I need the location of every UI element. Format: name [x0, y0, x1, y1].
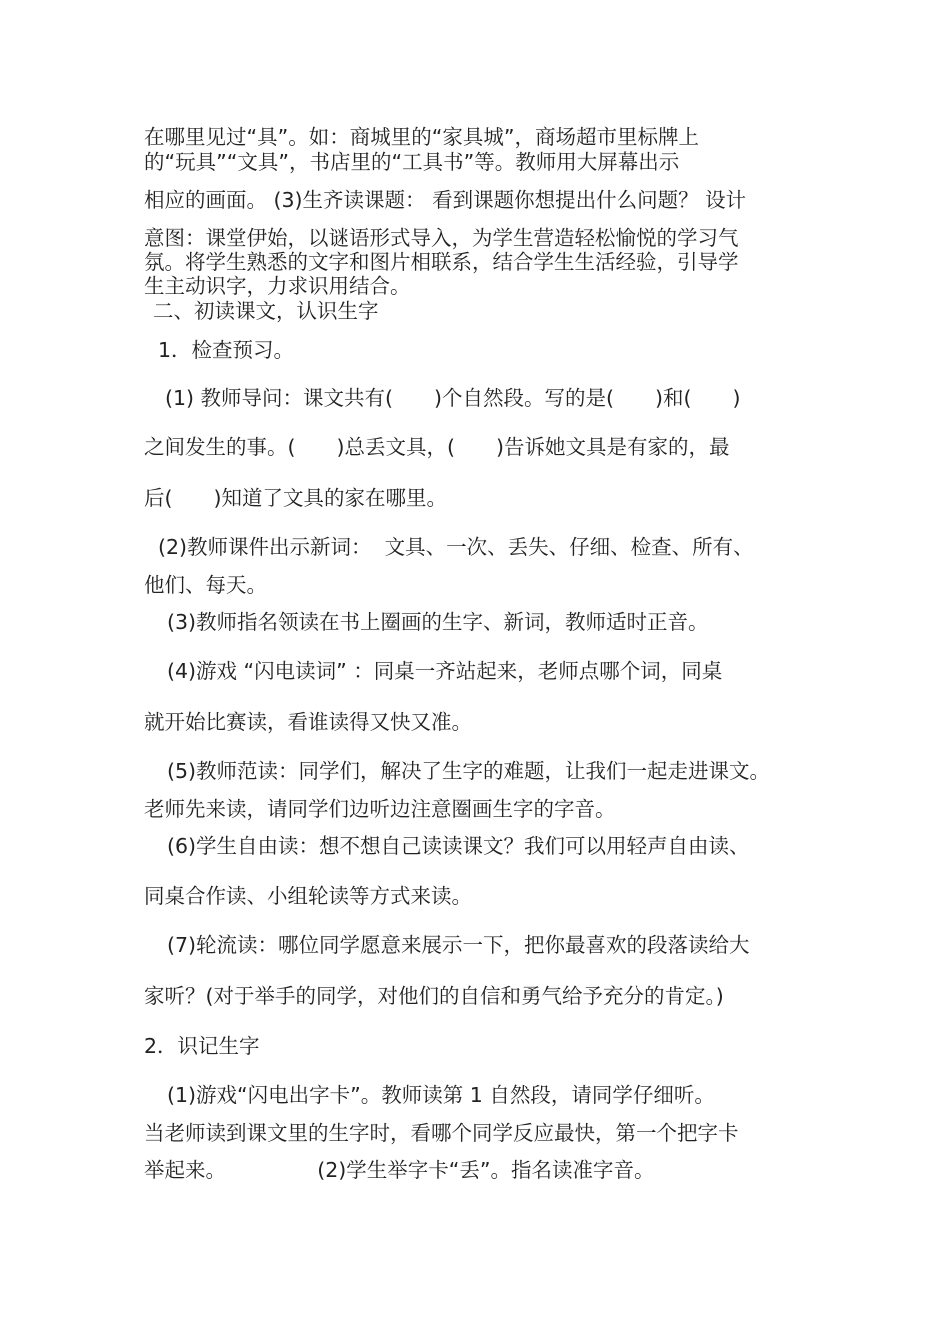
- paragraph-line: 相应的画面。 (3)生齐读课题： 看到课题你想提出什么问题？ 设计: [144, 188, 747, 212]
- paragraph-line: 家听？(对于举手的同学，对他们的自信和勇气给予充分的肯定。): [144, 984, 724, 1008]
- section-heading: 二、初读课文，认识生字: [153, 299, 379, 323]
- paragraph-line: 意图：课堂伊始，以谜语形式导入，为学生营造轻松愉悦的学习气: [144, 226, 739, 250]
- paragraph-line: (4)游戏 “闪电读词” ：同桌一齐站起来，老师点哪个词，同桌: [167, 659, 723, 683]
- paragraph-line: (5)教师范读：同学们，解决了生字的难题，让我们一起走进课文。: [167, 759, 771, 783]
- paragraph-line: 生主动识字，力求识用结合。: [144, 274, 411, 298]
- paragraph-line: 的“玩具”“文具”，书店里的“工具书”等。教师用大屏幕出示: [144, 150, 680, 174]
- paragraph-line: 之间发生的事。( )总丢文具，( )告诉她文具是有家的，最: [144, 435, 730, 459]
- paragraph-line: 同桌合作读、小组轮读等方式来读。: [144, 884, 472, 908]
- paragraph-line: (2)教师课件出示新词： 文具、一次、丢失、仔细、检查、所有、: [158, 535, 754, 559]
- paragraph-line: 举起来。 (2)学生举字卡“丢”。指名读准字音。: [144, 1158, 655, 1182]
- paragraph-line: 氛。将学生熟悉的文字和图片相联系，结合学生生活经验，引导学: [144, 250, 739, 274]
- paragraph-line: 后( )知道了文具的家在哪里。: [144, 486, 447, 510]
- paragraph-line: (7)轮流读：哪位同学愿意来展示一下，把你最喜欢的段落读给大: [167, 933, 750, 957]
- paragraph-line: 他们、每天。: [144, 573, 267, 597]
- paragraph-line: (3)教师指名领读在书上圈画的生字、新词，教师适时正音。: [167, 610, 709, 634]
- paragraph-line: (1) 教师导问：课文共有( )个自然段。写的是( )和( ): [165, 386, 741, 410]
- subsection-heading: 2．识记生字: [144, 1034, 260, 1058]
- paragraph-line: (1)游戏“闪电出字卡”。教师读第 1 自然段，请同学仔细听。: [167, 1083, 715, 1107]
- paragraph-line: 当老师读到课文里的生字时，看哪个同学反应最快，第一个把字卡: [144, 1121, 739, 1145]
- paragraph-line: 在哪里见过“具”。如：商城里的“家具城”，商场超市里标牌上: [144, 125, 699, 149]
- paragraph-line: 老师先来读，请同学们边听边注意圈画生字的字音。: [144, 797, 616, 821]
- paragraph-line: (6)学生自由读：想不想自己读读课文？我们可以用轻声自由读、: [167, 834, 750, 858]
- paragraph-line: 就开始比赛读，看谁读得又快又准。: [144, 710, 472, 734]
- subsection-heading: 1．检查预习。: [158, 338, 295, 362]
